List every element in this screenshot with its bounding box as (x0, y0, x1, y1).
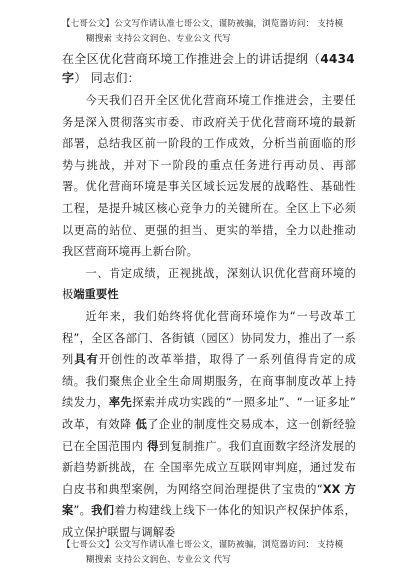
page-footer-notice (62, 538, 382, 568)
paragraph-segment: 开创性的改革举措，取得了一系列值得肯定的成绩。我们聚焦企业全生命周期服务，在商事制度改革上持续发力， (62, 353, 356, 410)
paragraph-achievements (62, 306, 356, 544)
paragraph-segment: 探索并成功实践的“一照多址”、“一证多址” 改革，有效降 (62, 396, 356, 431)
paragraph-bold-segment: 具有 (74, 353, 99, 367)
page-header-notice (62, 17, 382, 47)
paragraph-segment: ”。 (73, 504, 92, 518)
paragraph-segment: 着力构建线上线下一体化的知识产权保护体系，成立保护联盟与调解委 (62, 504, 356, 539)
paragraph-segment: 近年来，我们始终将优化营商环境作为“一号改革工程”，全区各部门、各街镇（园区）协同发力，推出了一系列 (62, 309, 356, 367)
title-word-unit: 字 (62, 71, 75, 85)
section-heading-1 (62, 263, 356, 306)
header-line-1: 【七哥公文】公文写作请认准七哥公文，谨防被骗，浏览器访问： 支持模 (62, 19, 344, 29)
paragraph-segment: 到复制推广。我们直面数字经济发展的新趋势新挑战，在 全国率先成立互联网审判庭，通过发布白皮书和典型案例，为网络空间治理提供了宝贵的“ (62, 439, 356, 496)
paragraph-bold-segment: 率先 (108, 396, 133, 410)
section-heading-1-bold: 端重要性 (73, 288, 119, 302)
document-body (62, 90, 356, 543)
paragraph-intro: 今天我们召开全区优化营商环境工作推进会，主要任务是深入贯彻落实市委、市政府关于优化营商环境的最新部署，总结我区前一阶段的工作成效，分析当前面临的形势与挑战，并对下一阶段的重点任务进行再动员、再部署。优化营商环境是事关区域长远发展的战略性、基础性工程，是提升城区核心竞争力的关键所在。全区上下必须以更高的站位、更强的担当、更实的举措，全力以赴推动我区营商环境再上新台阶。 (62, 94, 356, 259)
footer-line-2: 糊搜索 支持公文润色、专业公文 代写 (86, 555, 232, 565)
header-line-2: 糊搜索 支持公文润色、专业公文 代写 (86, 34, 232, 44)
section-heading-1-text: 一、肯定成绩，正视挑战，深刻认识优化营商环境的极 (62, 266, 356, 302)
footer-line-1: 【七哥公文】公文写作请认准七哥公文，谨防被骗，浏览器访问： 支持模 (62, 540, 344, 550)
title-suffix-greeting: ） 同志们： (74, 71, 140, 85)
paragraph-bold-segment: 低 (135, 417, 148, 431)
paragraph-bold-segment: 得 (147, 439, 159, 453)
title-prefix: 在全区优化营商环境工作推进会上的讲话提纲（ (62, 52, 321, 66)
title-word-count: 4434 (320, 52, 355, 66)
paragraph-bold-segment: XX 方案 (62, 482, 356, 518)
paragraph-segment: 了企业的制度性交易成本，这一创新经验已在全国范围内 (62, 417, 357, 453)
paragraph-bold-segment: 我们 (91, 504, 115, 518)
document-title (62, 50, 362, 88)
